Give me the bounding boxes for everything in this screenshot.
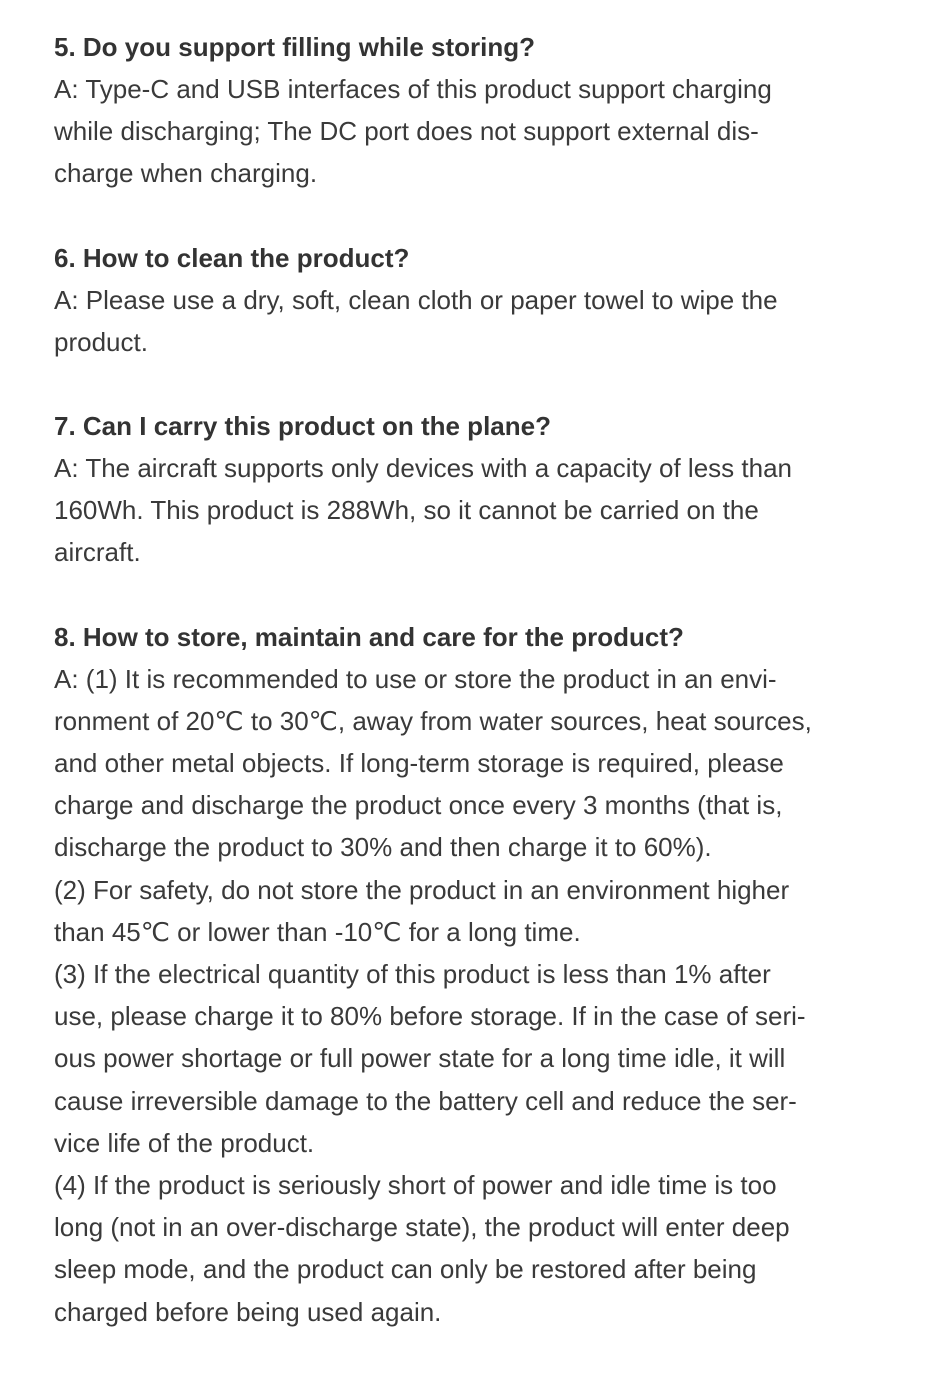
- answer-line: (2) For safety, do not store the product in an environment higher: [54, 874, 790, 905]
- answer-line: A: Type-C and USB interfaces of this product support charging: [54, 74, 772, 104]
- answer-line: while discharging; The DC port does not support external dis-: [54, 116, 759, 147]
- answer-line: A: The aircraft supports only devices with a capacity of less than: [54, 453, 792, 484]
- answer-line: (4) If the product is seriously short of power and idle time is too: [54, 1170, 777, 1201]
- answer-line: ronment of 20℃ to 30℃, away from water sources, heat sources,: [54, 705, 812, 736]
- faq-question: 6. How to clean the product?: [54, 242, 410, 273]
- answer-line: charged before being used again.: [54, 1296, 442, 1327]
- answer-line: vice life of the product.: [54, 1127, 315, 1158]
- faq-list: [54, 26, 894, 1375]
- faq-question: 8. How to store, maintain and care for the product?: [54, 621, 684, 652]
- answer-line: and other metal objects. If long-term storage is required, please: [54, 748, 784, 779]
- faq-item-6: [54, 237, 894, 363]
- answer-line: aircraft.: [54, 537, 141, 568]
- answer-line: sleep mode, and the product can only be restored after being: [54, 1254, 757, 1285]
- faq-answer: [54, 279, 894, 363]
- answer-line: 160Wh. This product is 288Wh, so it cannot be carried on the: [54, 495, 759, 526]
- answer-line: long (not in an over-discharge state), the product will enter deep: [54, 1212, 790, 1243]
- answer-line: A: (1) It is recommended to use or store the product in an envi-: [54, 663, 777, 694]
- answer-line: (3) If the electrical quantity of this product is less than 1% after: [54, 959, 771, 990]
- answer-line: product.: [54, 326, 148, 357]
- answer-line: A: Please use a dry, soft, clean cloth or paper towel to wipe the: [54, 284, 778, 315]
- answer-line: charge when charging.: [54, 158, 318, 189]
- faq-question: 5. Do you support filling while storing?: [54, 32, 535, 62]
- answer-line: ous power shortage or full power state for a long time idle, it will: [54, 1043, 786, 1074]
- faq-answer: [54, 68, 894, 195]
- faq-item-5: [54, 26, 894, 195]
- faq-answer: [54, 447, 894, 574]
- faq-item-7: [54, 405, 894, 574]
- faq-question: 7. Can I carry this product on the plane?: [54, 411, 551, 442]
- answer-line: than 45℃ or lower than -10℃ for a long time.: [54, 916, 581, 947]
- answer-line: use, please charge it to 80% before storage. If in the case of seri-: [54, 1001, 806, 1032]
- faq-answer: [54, 658, 894, 1333]
- answer-line: discharge the product to 30% and then charge it to 60%).: [54, 832, 712, 863]
- faq-item-8: [54, 616, 894, 1333]
- answer-line: cause irreversible damage to the battery cell and reduce the ser-: [54, 1085, 797, 1116]
- answer-line: charge and discharge the product once every 3 months (that is,: [54, 790, 783, 821]
